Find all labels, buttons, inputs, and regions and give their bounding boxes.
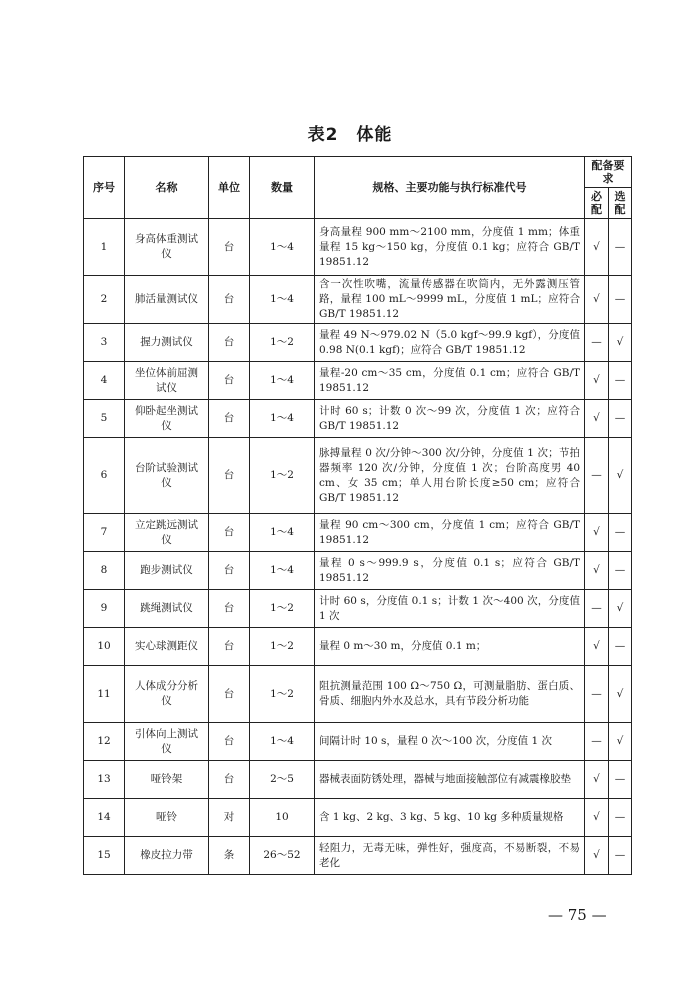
row-required: √ (585, 276, 609, 324)
row-quantity: 10 (250, 799, 315, 837)
row-quantity: 2～5 (250, 761, 315, 799)
row-optional: — (609, 514, 632, 552)
row-optional: — (609, 628, 632, 666)
row-optional: — (609, 837, 632, 875)
row-number: 2 (84, 276, 125, 324)
row-spec: 量程 90 cm～300 cm，分度值 1 cm；应符合 GB/T 19851.12 (315, 514, 585, 552)
table-title: 表2 体能 (307, 125, 393, 145)
table-row (84, 552, 632, 590)
row-required: √ (585, 761, 609, 799)
row-number: 14 (84, 799, 125, 837)
table-row (84, 514, 632, 552)
row-spec: 量程 49 N～979.02 N（5.0 kgf～99.9 kgf），分度值 0.98 N(0.1 kgf)；应符合 GB/T 19851.12 (315, 324, 585, 362)
header-quantity: 数量 (250, 157, 315, 219)
header-optional: 选配 (609, 188, 632, 219)
row-optional: — (609, 400, 632, 438)
equipment-table (83, 156, 632, 875)
row-optional: — (609, 552, 632, 590)
row-quantity: 1～2 (250, 590, 315, 628)
row-quantity: 1～2 (250, 666, 315, 723)
table-row (84, 723, 632, 761)
row-unit: 台 (209, 324, 250, 362)
row-number: 1 (84, 219, 125, 276)
row-unit: 台 (209, 552, 250, 590)
row-unit: 台 (209, 723, 250, 761)
table-row (84, 438, 632, 514)
header-config: 配备要求 (585, 157, 632, 188)
header-name: 名称 (125, 157, 209, 219)
header-unit: 单位 (209, 157, 250, 219)
row-quantity: 1～4 (250, 400, 315, 438)
table-row (84, 628, 632, 666)
row-unit: 台 (209, 438, 250, 514)
table-body (84, 219, 632, 875)
row-unit: 台 (209, 761, 250, 799)
header-required: 必配 (585, 188, 609, 219)
row-name: 身高体重测试仪 (125, 219, 209, 276)
row-spec: 脉搏量程 0 次/分钟～300 次/分钟，分度值 1 次；节拍器频率 120 次/分钟，分度值 1 次；台阶高度男 40 cm、女 35 cm；单人用台阶长度≥50 cm；应符合 GB/T 19851.12 (315, 438, 585, 514)
table-row (84, 400, 632, 438)
table-row (84, 761, 632, 799)
row-number: 6 (84, 438, 125, 514)
row-name: 人体成分分析仪 (125, 666, 209, 723)
row-name: 跳绳测试仪 (125, 590, 209, 628)
page-number: — 75 — (548, 906, 607, 924)
header-spec: 规格、主要功能与执行标准代号 (315, 157, 585, 219)
row-number: 4 (84, 362, 125, 400)
row-spec: 量程 0 s～999.9 s，分度值 0.1 s；应符合 GB/T 19851.12 (315, 552, 585, 590)
row-unit: 台 (209, 276, 250, 324)
table-row (84, 324, 632, 362)
table-row (84, 799, 632, 837)
row-required: √ (585, 628, 609, 666)
row-number: 11 (84, 666, 125, 723)
row-number: 7 (84, 514, 125, 552)
row-name: 哑铃 (125, 799, 209, 837)
row-required: √ (585, 219, 609, 276)
row-optional: √ (609, 723, 632, 761)
row-quantity: 1～2 (250, 628, 315, 666)
row-name: 哑铃架 (125, 761, 209, 799)
header-no: 序号 (84, 157, 125, 219)
table-row (84, 666, 632, 723)
row-spec: 含一次性吹嘴，流量传感器在吹筒内，无外露测压管路，量程 100 mL～9999 mL，分度值 1 mL；应符合 GB/T 19851.12 (315, 276, 585, 324)
row-spec: 计时 60 s；计数 0 次～99 次，分度值 1 次；应符合 GB/T 19851.12 (315, 400, 585, 438)
row-unit: 台 (209, 400, 250, 438)
row-quantity: 1～4 (250, 219, 315, 276)
row-optional: — (609, 761, 632, 799)
row-required: — (585, 723, 609, 761)
row-required: — (585, 438, 609, 514)
row-number: 3 (84, 324, 125, 362)
row-optional: √ (609, 438, 632, 514)
row-required: √ (585, 400, 609, 438)
row-spec: 量程 0 m～30 m，分度值 0.1 m； (315, 628, 585, 666)
table-row (84, 837, 632, 875)
row-spec: 身高量程 900 mm～2100 mm，分度值 1 mm；体重量程 15 kg～150 kg，分度值 0.1 kg；应符合 GB/T 19851.12 (315, 219, 585, 276)
row-number: 13 (84, 761, 125, 799)
table-row (84, 362, 632, 400)
row-optional: — (609, 219, 632, 276)
row-spec: 计时 60 s，分度值 0.1 s；计数 1 次～400 次，分度值 1 次 (315, 590, 585, 628)
row-optional: — (609, 799, 632, 837)
table-row (84, 276, 632, 324)
row-name: 实心球测距仪 (125, 628, 209, 666)
row-required: √ (585, 514, 609, 552)
row-name: 肺活量测试仪 (125, 276, 209, 324)
row-name: 橡皮拉力带 (125, 837, 209, 875)
row-optional: √ (609, 666, 632, 723)
row-quantity: 1～4 (250, 552, 315, 590)
row-unit: 台 (209, 666, 250, 723)
row-optional: — (609, 276, 632, 324)
row-number: 12 (84, 723, 125, 761)
row-optional: √ (609, 590, 632, 628)
row-quantity: 1～4 (250, 514, 315, 552)
row-spec: 含 1 kg、2 kg、3 kg、5 kg、10 kg 多种质量规格 (315, 799, 585, 837)
row-name: 坐位体前屈测试仪 (125, 362, 209, 400)
row-number: 15 (84, 837, 125, 875)
row-unit: 台 (209, 514, 250, 552)
row-optional: √ (609, 324, 632, 362)
row-spec: 阻抗测量范围 100 Ω～750 Ω，可测量脂肪、蛋白质、骨质、细胞内外水及总水，具有节段分析功能 (315, 666, 585, 723)
row-name: 引体向上测试仪 (125, 723, 209, 761)
row-spec: 轻阻力，无毒无味，弹性好，强度高，不易断裂，不易老化 (315, 837, 585, 875)
row-quantity: 1～2 (250, 324, 315, 362)
row-quantity: 1～4 (250, 723, 315, 761)
row-optional: — (609, 362, 632, 400)
row-required: √ (585, 799, 609, 837)
row-required: √ (585, 362, 609, 400)
row-spec: 器械表面防锈处理，器械与地面接触部位有减震橡胶垫 (315, 761, 585, 799)
row-unit: 台 (209, 219, 250, 276)
row-name: 台阶试验测试仪 (125, 438, 209, 514)
row-quantity: 1～4 (250, 276, 315, 324)
row-unit: 台 (209, 362, 250, 400)
row-unit: 条 (209, 837, 250, 875)
row-number: 10 (84, 628, 125, 666)
row-name: 仰卧起坐测试仪 (125, 400, 209, 438)
row-unit: 台 (209, 628, 250, 666)
row-name: 跑步测试仪 (125, 552, 209, 590)
row-quantity: 1～2 (250, 438, 315, 514)
table-row (84, 219, 632, 276)
row-required: — (585, 666, 609, 723)
row-number: 5 (84, 400, 125, 438)
row-number: 8 (84, 552, 125, 590)
row-name: 握力测试仪 (125, 324, 209, 362)
row-number: 9 (84, 590, 125, 628)
row-unit: 对 (209, 799, 250, 837)
row-spec: 间隔计时 10 s，量程 0 次～100 次，分度值 1 次 (315, 723, 585, 761)
row-required: √ (585, 552, 609, 590)
row-quantity: 1～4 (250, 362, 315, 400)
row-required: — (585, 590, 609, 628)
row-required: √ (585, 837, 609, 875)
row-spec: 量程-20 cm～35 cm，分度值 0.1 cm；应符合 GB/T 19851.12 (315, 362, 585, 400)
row-required: — (585, 324, 609, 362)
table-row (84, 590, 632, 628)
row-quantity: 26～52 (250, 837, 315, 875)
row-unit: 台 (209, 590, 250, 628)
row-name: 立定跳远测试仪 (125, 514, 209, 552)
